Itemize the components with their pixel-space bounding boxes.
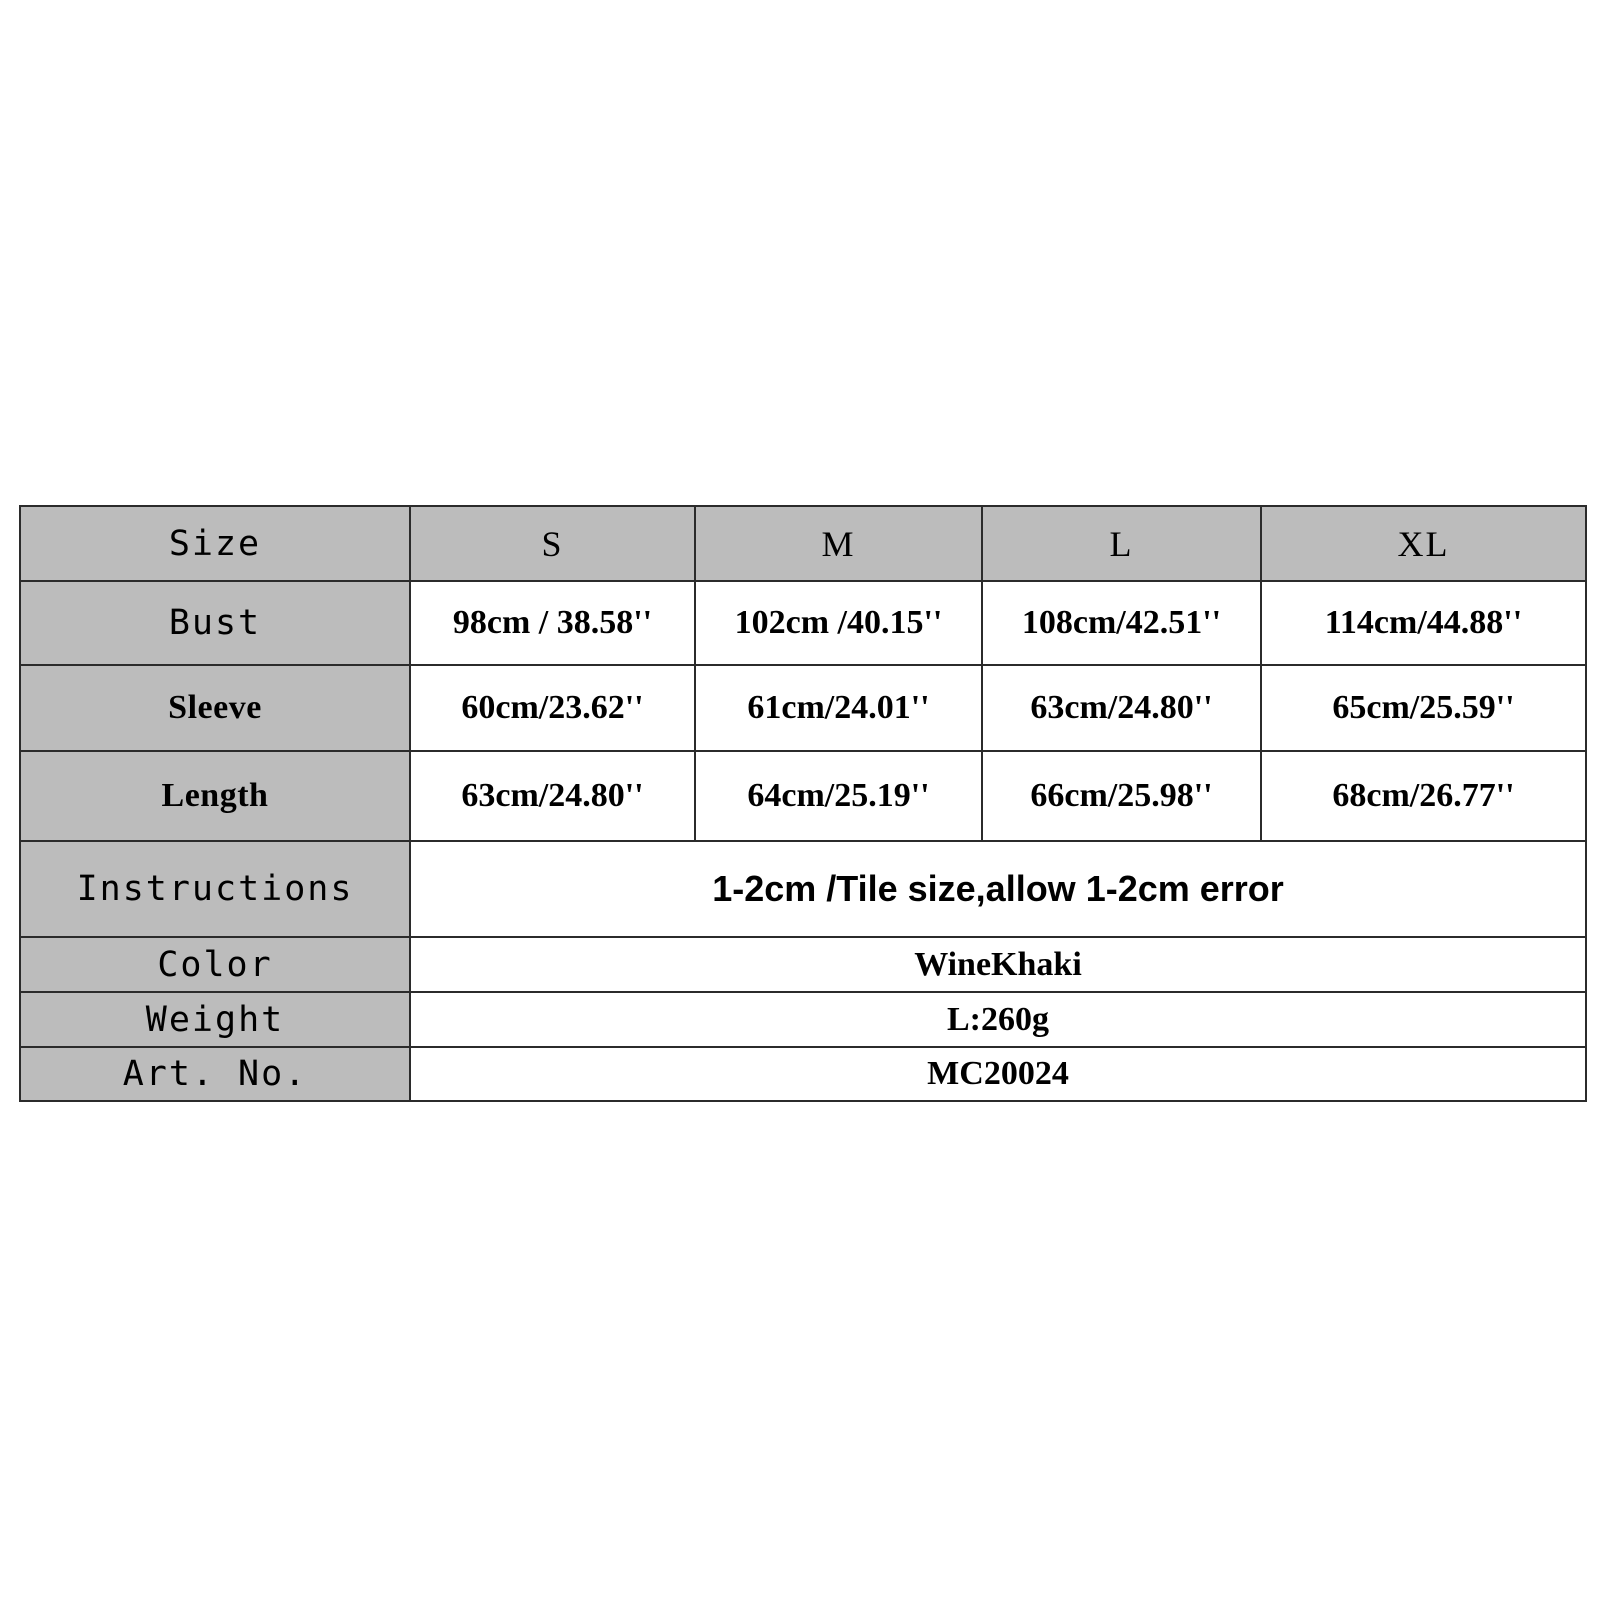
instructions-row [20,841,1586,937]
bust-row [20,581,1586,665]
length-s-value: 63cm/24.80'' [410,751,695,841]
color-label: Color [20,937,410,992]
length-label: Length [20,751,410,841]
instructions-value: 1-2cm /Tile size,allow 1-2cm error [410,841,1586,937]
size-l-header: L [982,506,1261,581]
sleeve-row [20,665,1586,751]
length-l-value: 66cm/25.98'' [982,751,1261,841]
bust-s-value: 98cm / 38.58'' [410,581,695,665]
length-xl-value: 68cm/26.77'' [1261,751,1586,841]
weight-row [20,992,1586,1047]
weight-label: Weight [20,992,410,1047]
bust-l-value: 108cm/42.51'' [982,581,1261,665]
size-chart-table [19,505,1587,1102]
sleeve-label: Sleeve [20,665,410,751]
bust-label: Bust [20,581,410,665]
bust-xl-value: 114cm/44.88'' [1261,581,1586,665]
size-xl-header: XL [1261,506,1586,581]
color-row [20,937,1586,992]
weight-value: L:260g [410,992,1586,1047]
instructions-label: Instructions [20,841,410,937]
art-no-value: MC20024 [410,1047,1586,1101]
art-no-row [20,1047,1586,1101]
bust-m-value: 102cm /40.15'' [695,581,982,665]
sleeve-xl-value: 65cm/25.59'' [1261,665,1586,751]
sleeve-l-value: 63cm/24.80'' [982,665,1261,751]
sleeve-m-value: 61cm/24.01'' [695,665,982,751]
size-header-row [20,506,1586,581]
length-row [20,751,1586,841]
color-value: WineKhaki [410,937,1586,992]
art-no-label: Art. No. [20,1047,410,1101]
length-m-value: 64cm/25.19'' [695,751,982,841]
size-s-header: S [410,506,695,581]
size-m-header: M [695,506,982,581]
sleeve-s-value: 60cm/23.62'' [410,665,695,751]
size-header-label: Size [20,506,410,581]
